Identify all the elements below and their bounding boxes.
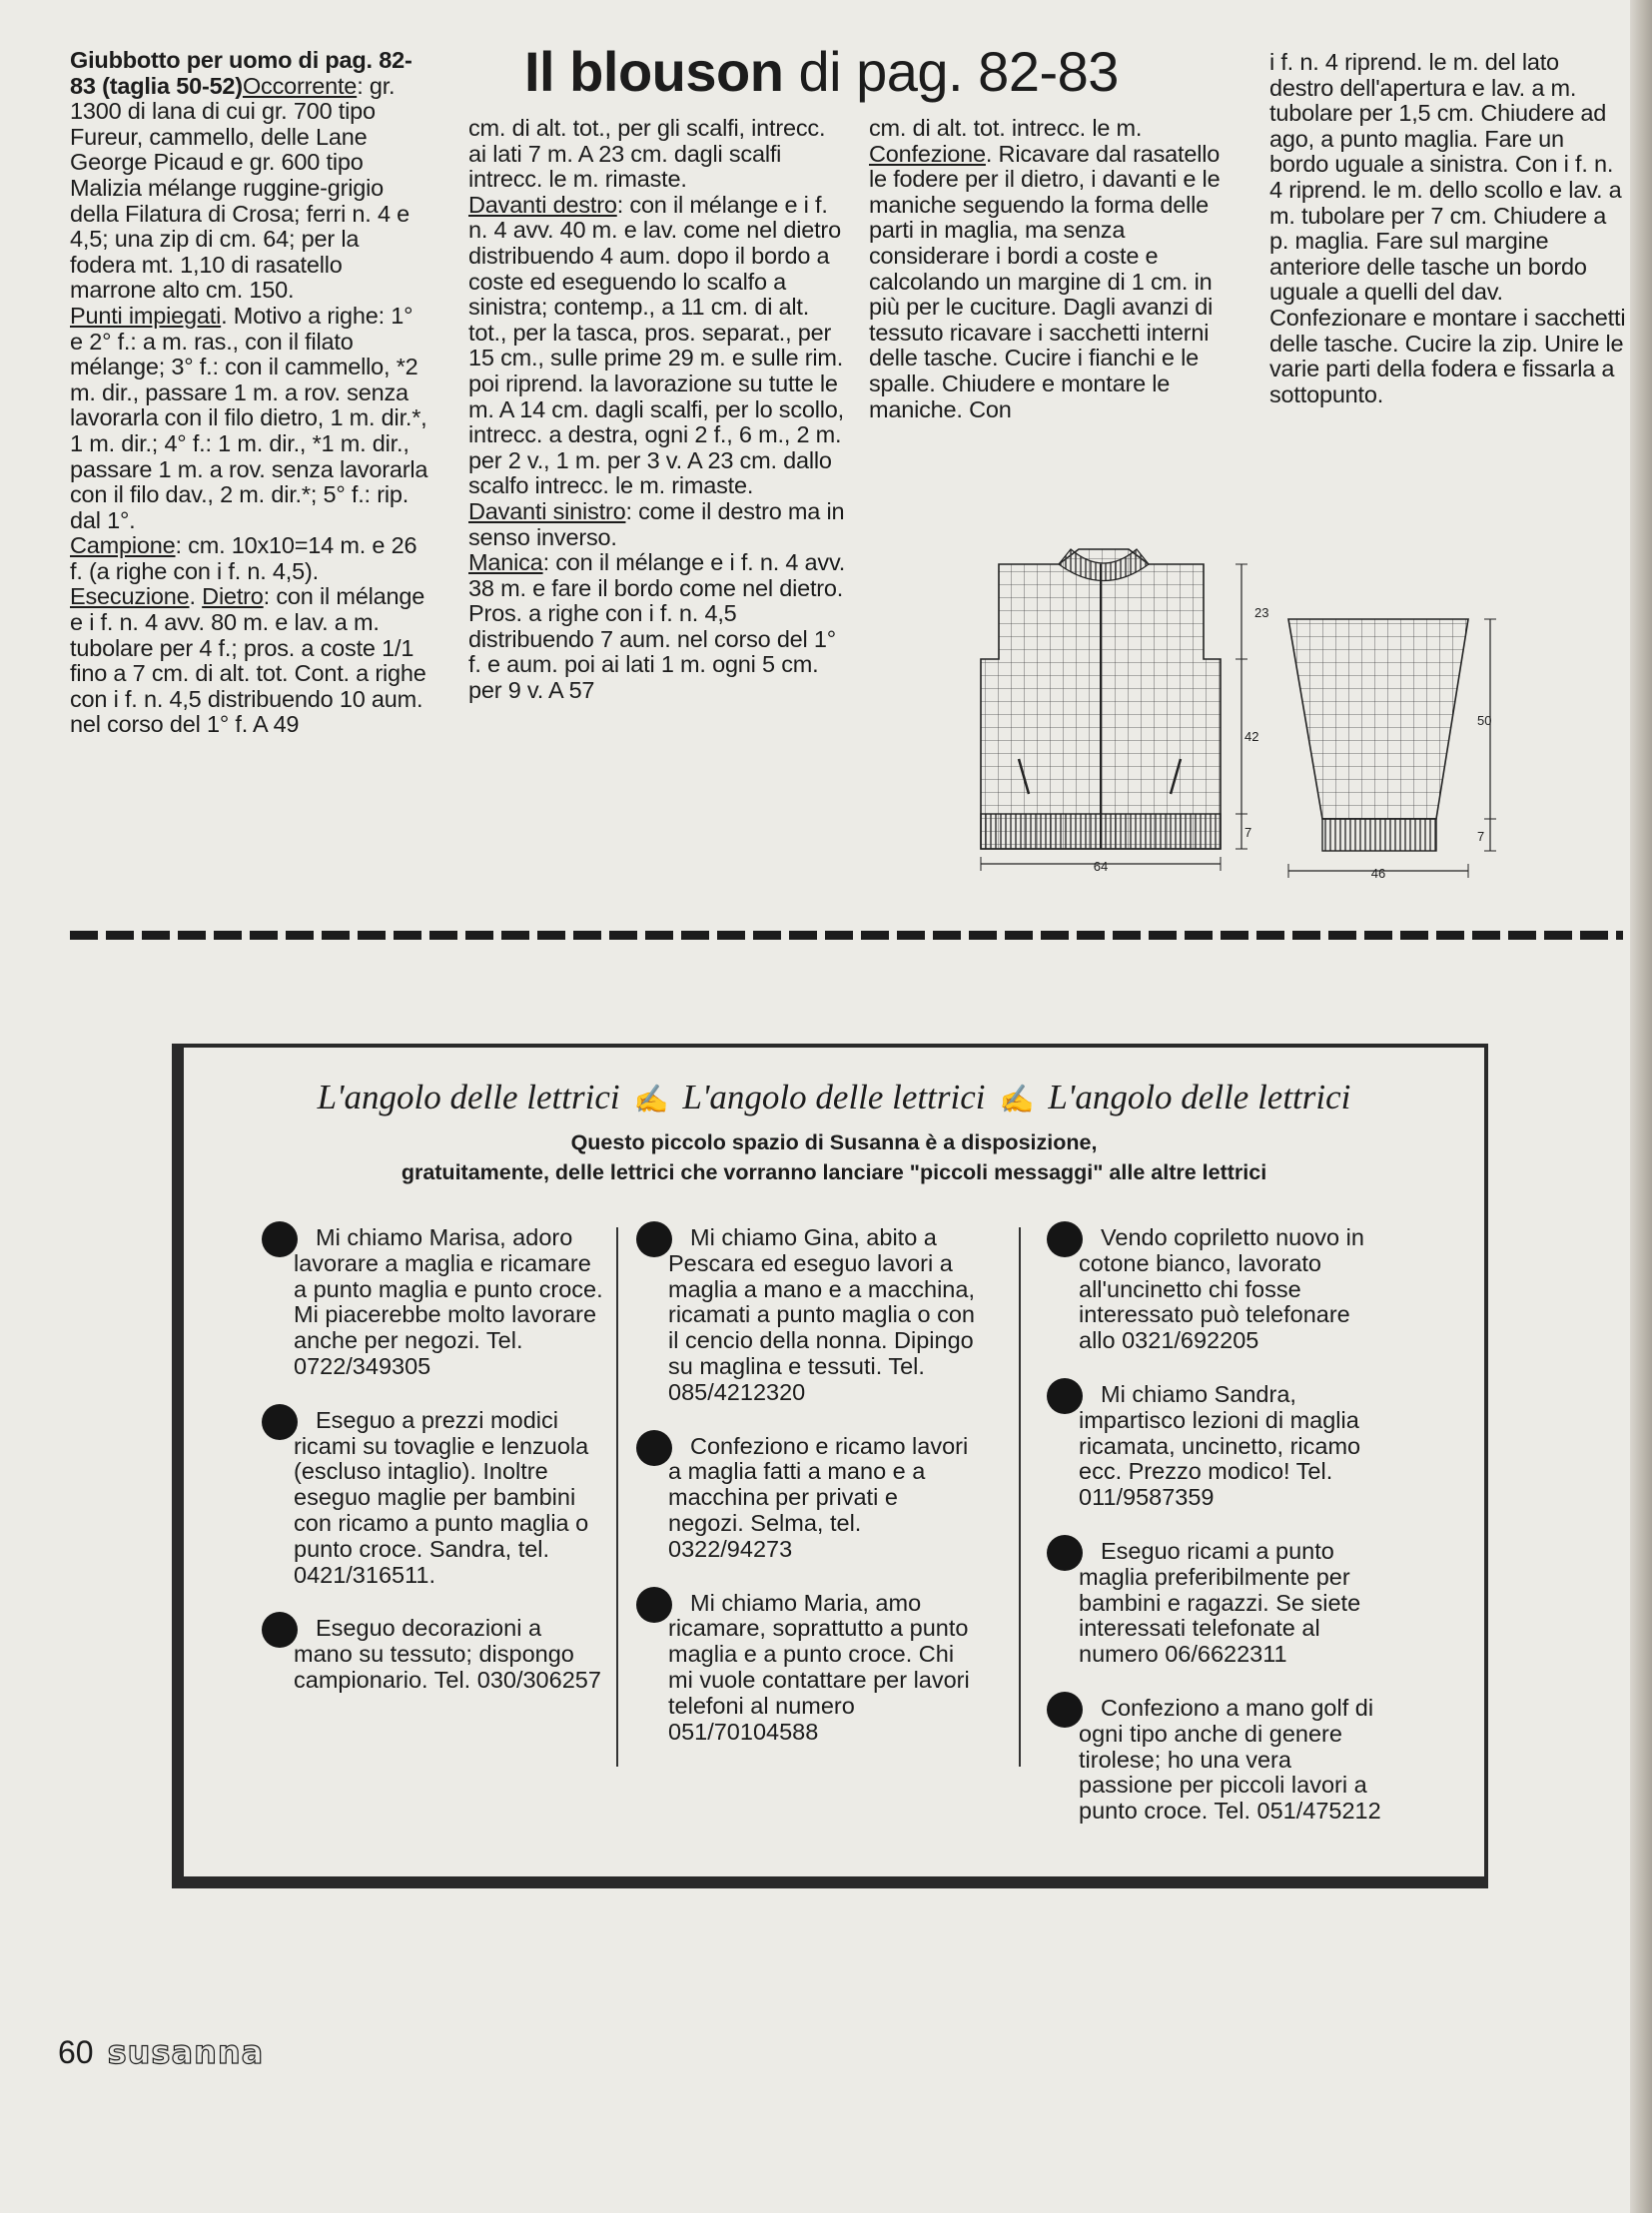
bullet-icon <box>1047 1378 1083 1414</box>
instruction-text: : con il mélange e i f. n. 4 avv. 40 m. e lav. come nel dietro distribuendo 4 aum. dopo il bordo a coste ed eseguendo lo scalfo a sinistra; contemp., a 11 cm. di alt. tot., per la tasca, pros. separat., per 15 cm., sulle prime 29 m. e sulle rim. poi riprend. la lavorazione su tutte le m. A 14 cm. dagli scalfi, per lo scollo, intrecc. a destra, ogni 2 f., 6 m., 2 m. per 2 v., 1 m. per 3 v. A 23 cm. dallo scalfo intrecc. le m. rimaste. <box>468 191 844 499</box>
instruction-text: . Motivo a righe: 1° e 2° f.: a m. ras., con il filato mélange; 3° f.: con il cammello, *2 m. dir., passare 1 m. a rov. senza lavorarla con il filo dietro, 1 m. dir.*, 1 m. dir.; 4° f.: 1 m. dir., *1 m. dir., passare 1 m. a rov. senza lavorarla con il filo dav., 2 m. dir.*; 5° f.: rip. dal 1°. <box>70 302 428 533</box>
sleeve-schematic <box>1288 619 1496 881</box>
instructions-column-3 <box>869 116 1239 422</box>
sleeve-width-label: 46 <box>1370 866 1386 881</box>
readers-corner-subtitle: Questo piccolo spazio di Susanna è a disposizione, gratuitamente, delle lettrici che vorranno lanciare "piccoli messaggi" alle altre lettrici <box>401 1130 1267 1184</box>
instruction-text: cm. di alt. tot., per gli scalfi, intrecc. ai lati 7 m. A 23 cm. dagli scalfi intrecc. le m. rimaste. <box>468 115 826 193</box>
page-number: 60 <box>58 2034 94 2070</box>
section-heading: Manica <box>468 549 543 576</box>
instruction-text: : gr. 1300 di lana di cui gr. 700 tipo Fureur, cammello, delle Lane George Picaud e gr. 600 tipo Malizia mélange ruggine-grigio della Filatura di Crosa; ferri n. 4 e 4,5; una zip di cm. 64; per la fodera mt. 1,10 di rasatello marrone alto cm. 150. <box>70 72 411 304</box>
reader-message-text: Confeziono e ricamo lavori a maglia fatti a mano e a macchina per privati e negozi. Selma, tel. 0322/94273 <box>668 1432 969 1562</box>
body-length-label: 42 <box>1244 729 1259 744</box>
bullet-icon <box>1047 1692 1083 1728</box>
reader-message <box>1059 1696 1388 1825</box>
sleeve-rib-label: 7 <box>1477 829 1485 844</box>
section-heading: Punti impiegati <box>70 302 222 329</box>
section-heading: Campione <box>70 532 176 559</box>
reader-message <box>274 1225 603 1380</box>
reader-message-text: Eseguo a prezzi modici ricami su tovaglie e lenzuola (escluso intaglio). Inoltre eseguo maglie per bambini con ricamo a punto maglia o punto croce. Sandra, tel. 0421/316511. <box>294 1406 589 1588</box>
instruction-text: : cm. 10x10=14 m. e 26 f. (a righe con i f. n. 4,5). <box>70 532 417 584</box>
reader-message <box>274 1408 603 1589</box>
readers-corner-box <box>172 1044 1488 1888</box>
bullet-icon <box>1047 1221 1083 1257</box>
reader-message-text: Eseguo ricami a punto maglia preferibilmente per bambini e ragazzi. Se siete interessati telefonate al numero 06/6622311 <box>1079 1537 1361 1668</box>
reader-message <box>648 1591 978 1746</box>
reader-message <box>648 1434 978 1563</box>
page-footer <box>58 2033 264 2071</box>
article-title: Il blouson di pag. 82-83 <box>524 40 1119 103</box>
reader-message-text: Mi chiamo Marisa, adoro lavorare a maglia e ricamare a punto maglia e punto croce. Mi piacerebbe molto lavorare anche per negozi. Tel. 0722/349305 <box>294 1224 603 1379</box>
instruction-text: i f. n. 4 riprend. le m. del lato destro dell'apertura e lav. a m. tubolare per 1,5 cm. Chiudere ad ago, a punto maglia. Fare un bordo uguale a sinistra. Con i f. n. 4 riprend. le m. dello scollo e lav. a m. tubolare per 7 cm. Chiudere a p. maglia. Fare sul margine anteriore delle tasche un bordo uguale a quelli del dav. Confezionare e montare i sacchetti delle tasche. Cucire la zip. Unire le varie parti della fodera e fissarla a sottopunto. <box>1269 49 1626 407</box>
body-rib-label: 7 <box>1244 825 1252 840</box>
column-separator <box>1019 1227 1021 1767</box>
reader-message-text: Mi chiamo Sandra, impartisco lezioni di maglia ricamata, uncinetto, ricamo ecc. Prezzo modico! Tel. 011/9587359 <box>1079 1380 1361 1511</box>
instructions-column-1 <box>70 48 429 738</box>
page-spine-shadow <box>1630 0 1652 2213</box>
reader-message-text: Mi chiamo Gina, abito a Pescara ed eseguo lavori a maglia a mano e a macchina, ricamati a punto maglia o con il cencio della nonna. Dipingo su maglina e tessuti. Tel. 085/4212320 <box>668 1224 975 1405</box>
section-heading: Esecuzione <box>70 583 190 610</box>
instruction-text: . <box>189 583 203 610</box>
reader-message <box>1059 1539 1388 1668</box>
instruction-text: : con il mélange e i f. n. 4 avv. 80 m. e lav. a m. tubolare per 4 f.; pros. a coste 1/1 fino a 7 cm. di alt. tot. Cont. a righe con i f. n. 4,5 distribuendo 10 aum. nel corso del 1° f. A 49 <box>70 583 426 738</box>
body-width-label: 64 <box>1093 859 1109 874</box>
section-heading: Confezione <box>869 140 986 167</box>
section-heading: Davanti destro <box>468 191 617 218</box>
reader-message-text: Vendo copriletto nuovo in cotone bianco, lavorato all'uncinetto chi fosse interessato può telefonare allo 0321/692205 <box>1079 1224 1364 1354</box>
readers-corner-heading: L'angolo delle lettrici ✍ L'angolo delle lettrici ✍ L'angolo delle lettrici <box>317 1078 1351 1116</box>
instructions-column-4 <box>1269 50 1629 407</box>
section-heading: Davanti sinistro <box>468 497 626 524</box>
messages-column-2 <box>648 1225 978 1773</box>
bullet-icon <box>636 1587 672 1623</box>
body-schematic <box>981 549 1268 874</box>
magazine-logo: susanna <box>107 2033 265 2071</box>
reader-message <box>1059 1225 1388 1354</box>
pen-icon: ✍ <box>633 1085 669 1115</box>
instructions-column-2 <box>468 116 846 704</box>
bullet-icon <box>262 1404 298 1440</box>
messages-column-3 <box>1059 1225 1388 1852</box>
section-heading: Occorrente <box>242 72 358 99</box>
instruction-text: Giubbotto per uomo di pag. 82-83 (taglia 50-52) <box>70 47 413 99</box>
instruction-text: : con il mélange e i f. n. 4 avv. 38 m. e fare il bordo come nel dietro. Pros. a righe con i f. n. 4,5 distribuendo 7 aum. nel corso del 1° f. e aum. poi ai lati 1 m. ogni 5 cm. per 9 v. A 57 <box>468 549 846 704</box>
armhole-depth-label: 23 <box>1254 605 1269 620</box>
sleeve-length-label: 50 <box>1477 713 1492 728</box>
bullet-icon <box>636 1430 672 1466</box>
instruction-text: cm. di alt. tot. intrecc. le m. <box>869 115 1143 141</box>
messages-column-1 <box>274 1225 603 1722</box>
reader-message-text: Mi chiamo Maria, amo ricamare, soprattutto a punto maglia e a punto croce. Chi mi vuole contattare per lavori telefoni al numero 051/70104588 <box>668 1589 970 1745</box>
reader-message <box>648 1225 978 1406</box>
reader-message-text: Confeziono a mano golf di ogni tipo anche di genere tirolese; ho una vera passione per piccoli lavori a punto croce. Tel. 051/475212 <box>1079 1694 1381 1825</box>
dashed-section-divider <box>70 931 1623 940</box>
bullet-icon <box>262 1221 298 1257</box>
reader-message <box>274 1616 603 1693</box>
bullet-icon <box>636 1221 672 1257</box>
instruction-text: . Ricavare dal rasatello le fodere per il dietro, i davanti e le maniche seguendo la forma delle parti in maglia, ma senza considerare i bordi a coste e calcolando un margine di 1 cm. in più per le cuciture. Dagli avanzi di tessuto ricavare i sacchetti interni delle tasche. Cucire i fianchi e le spalle. Chiudere e montare le maniche. Con <box>869 140 1221 422</box>
reader-message <box>1059 1382 1388 1511</box>
bullet-icon <box>1047 1535 1083 1571</box>
section-heading: Dietro <box>202 583 264 610</box>
pen-icon: ✍ <box>999 1085 1035 1115</box>
instruction-text: : come il destro ma in senso inverso. <box>468 497 845 550</box>
reader-message-text: Eseguo decorazioni a mano su tessuto; dispongo campionario. Tel. 030/306257 <box>294 1615 601 1693</box>
column-separator <box>616 1227 618 1767</box>
garment-schematic-diagrams <box>959 519 1518 889</box>
bullet-icon <box>262 1612 298 1648</box>
